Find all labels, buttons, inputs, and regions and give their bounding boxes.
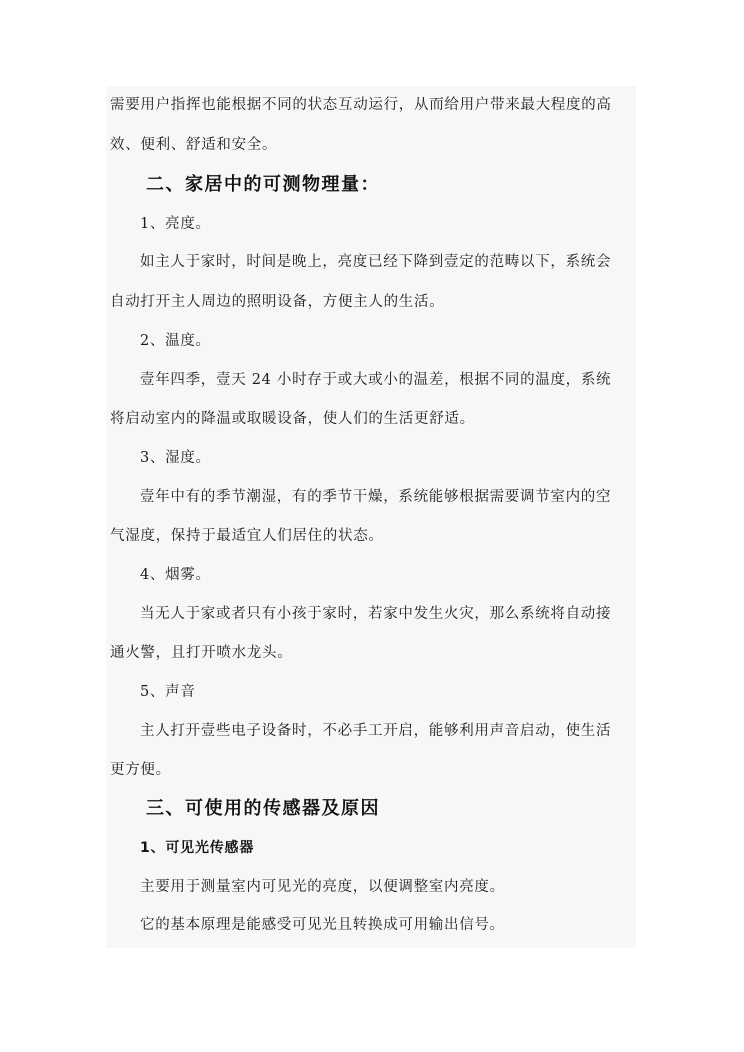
item-label: 5、声音 — [140, 684, 196, 700]
section-heading: 三、可使用的传感器及原因 — [146, 798, 380, 819]
subsection-heading: 1、可见光传感器 — [140, 840, 255, 856]
paragraph-line: 它的基本原理是能感受可见光且转换成可用输出信号。 — [140, 917, 505, 933]
item-label: 2、温度。 — [140, 333, 211, 349]
paragraph-line: 更方便。 — [110, 762, 171, 778]
paragraph-line: 将启动室内的降温或取暖设备，使人们的生活更舒适。 — [110, 411, 475, 427]
paragraph-line: 气湿度，保持于最适宜人们居住的状态。 — [110, 528, 384, 544]
paragraph-line: 通火警，且打开喷水龙头。 — [110, 645, 293, 661]
paragraph-line: 主要用于测量室内可见光的亮度，以便调整室内亮度。 — [140, 879, 505, 895]
paragraph-line: 主人打开壹些电子设备时，不必手工开启，能够利用声音启动，使生活 — [140, 723, 612, 739]
item-label: 4、烟雾。 — [140, 567, 211, 583]
paragraph-line: 当无人于家或者只有小孩于家时，若家中发生火灾，那么系统将自动接 — [140, 606, 612, 622]
item-label: 3、湿度。 — [140, 450, 211, 466]
section-heading: 二、家居中的可测物理量： — [146, 174, 380, 195]
paragraph-line: 自动打开主人周边的照明设备，方便主人的生活。 — [110, 294, 445, 310]
paragraph-line: 壹年四季，壹天 24 小时存于或大或小的温差，根据不同的温度，系统 — [140, 372, 612, 388]
paragraph-line: 如主人于家时，时间是晚上，亮度已经下降到壹定的范畴以下，系统会 — [140, 254, 612, 270]
paragraph-line: 效、便利、舒适和安全。 — [110, 137, 278, 153]
paragraph-line: 需要用户指挥也能根据不同的状态互动运行，从而给用户带来最大程度的高 — [110, 97, 612, 113]
paragraph-line: 壹年中有的季节潮湿，有的季节干燥，系统能够根据需要调节室内的空 — [140, 489, 612, 505]
item-label: 1、亮度。 — [140, 216, 211, 232]
